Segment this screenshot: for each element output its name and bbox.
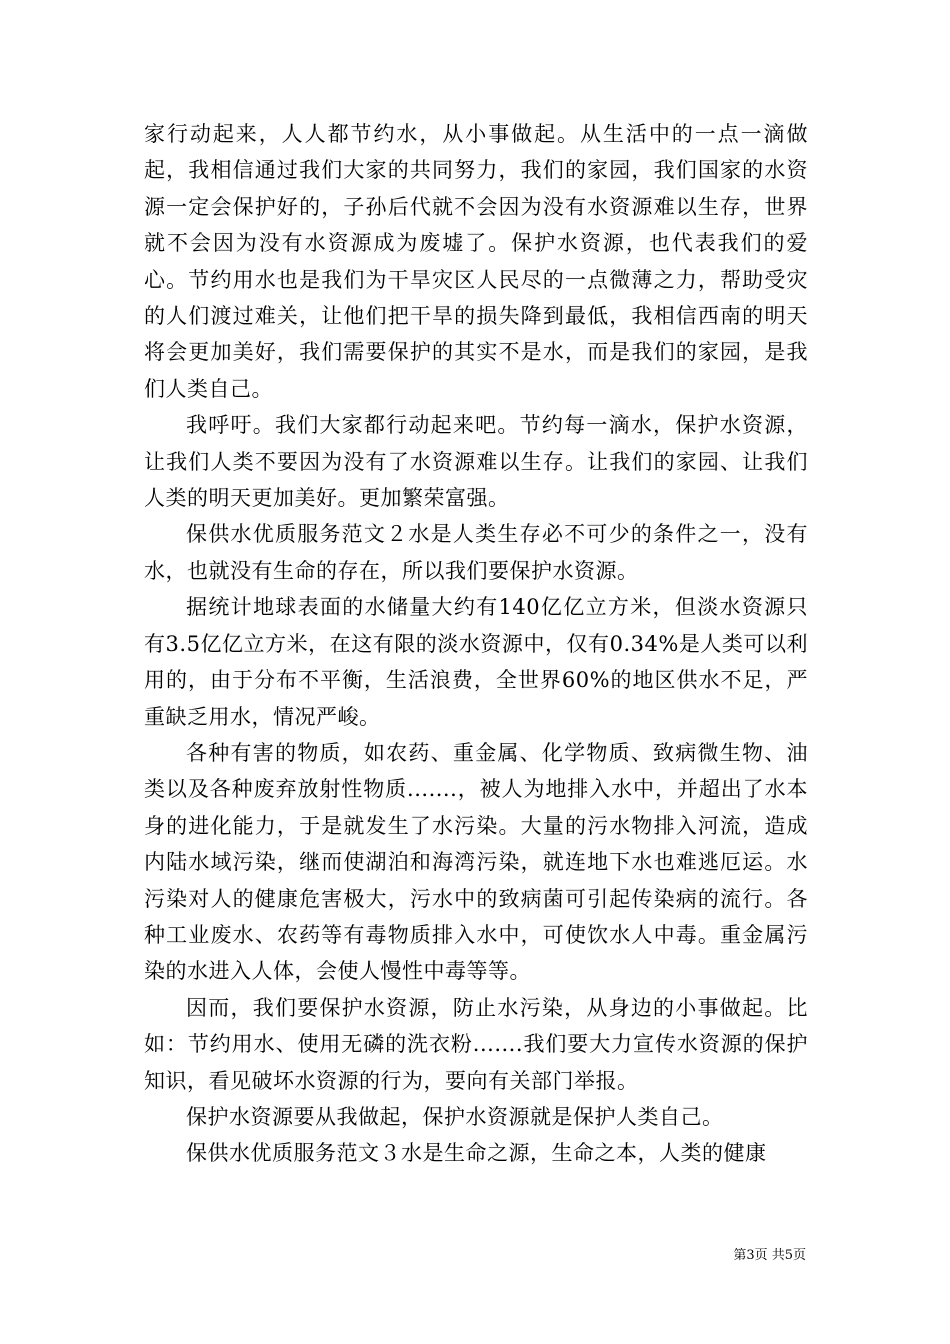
page-number-footer: 第3页 共5页 — [733, 1248, 806, 1263]
paragraph-7: 保护水资源要从我做起，保护水资源就是保护人类自己。 — [186, 1104, 724, 1129]
paragraph-3: 保供水优质服务范文２水是人类生存必不可少的条件之一，没有水，也就没有生命的存在，所以我们要保护水资源。 — [144, 522, 808, 583]
paragraph-1: 家行动起来，人人都节约水，从小事做起。从生活中的一点一滴做起，我相信通过我们大家的共同努力，我们的家园，我们国家的水资源一定会保护好的，子孙后代就不会因为没有水资源难以生存，世界就不会因为没有水资源成为废墟了。保护水资源，也代表我们的爱心。节约用水也是我们为干旱灾区人民尽的一点微薄之力，帮助受灾的人们渡过难关，让他们把干旱的损失降到最低，我相信西南的明天将会更加美好，我们需要保护的其实不是水，而是我们的家园，是我们人类自己。 — [144, 122, 808, 401]
paragraph-4: 据统计地球表面的水储量大约有140亿亿立方米，但淡水资源只有3.5亿亿立方米，在这有限的淡水资源中，仅有0.34%是人类可以利用的，由于分布不平衡，生活浪费，全世界60%的地区供水不足，严重缺乏用水，情况严峻。 — [144, 595, 808, 729]
paragraph-2: 我呼吁。我们大家都行动起来吧。节约每一滴水，保护水资源，让我们人类不要因为没有了水资源难以生存。让我们的家园、让我们人类的明天更加美好。更加繁荣富强。 — [144, 413, 808, 511]
paragraph-6: 因而，我们要保护水资源，防止水污染，从身边的小事做起。比如：节约用水、使用无磷的洗衣粉.......我们要大力宣传水资源的保护知识，看见破坏水资源的行为，要向有关部门举报。 — [144, 995, 808, 1093]
paragraph-5: 各种有害的物质，如农药、重金属、化学物质、致病微生物、油类以及各种废弃放射性物质.......，被人为地排入水中，并超出了水本身的进化能力，于是就发生了水污染。大量的污水物排入河流，造成内陆水域污染，继而使湖泊和海湾污染，就连地下水也难逃厄运。水污染对人的健康危害极大，污水中的致病菌可引起传染病的流行。各种工业废水、农药等有毒物质排入水中，可使饮水人中毒。重金属污染的水进入人体，会使人慢性中毒等等。 — [144, 740, 808, 984]
paragraph-8: 保供水优质服务范文３水是生命之源，生命之本，人类的健康 — [186, 1141, 767, 1166]
document-body — [144, 116, 808, 1172]
